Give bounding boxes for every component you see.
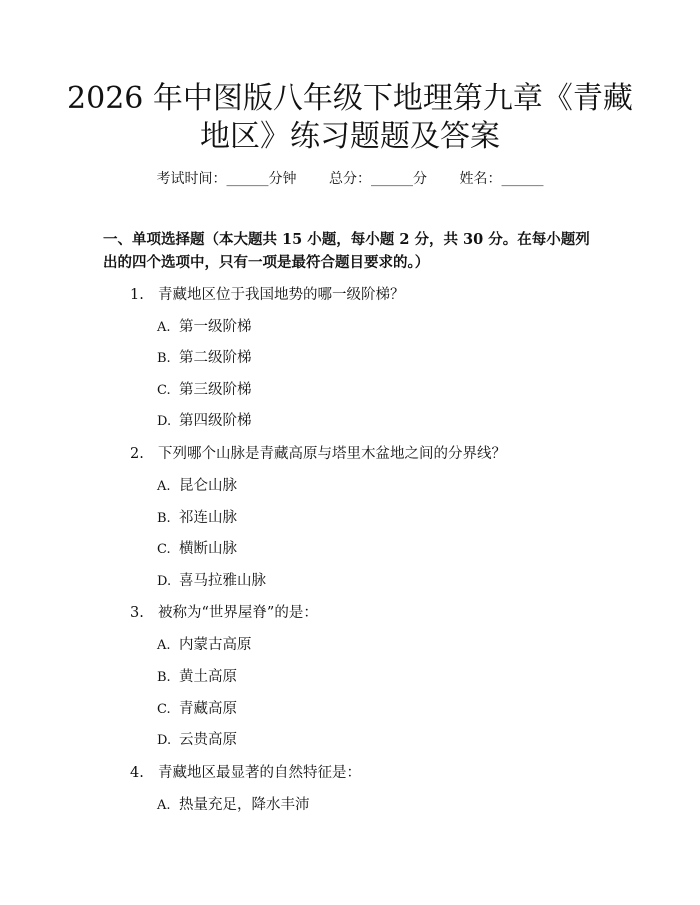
- option-letter: B.: [157, 670, 171, 685]
- option: [157, 409, 252, 430]
- option-letter: A.: [157, 479, 171, 494]
- option-letter: C.: [157, 542, 171, 557]
- exam-time-field: 考试时间：______分钟: [156, 171, 297, 187]
- option: [157, 793, 310, 814]
- document-title: 2026 年中图版八年级下地理第九章《青藏地区》练习题题及答案: [67, 81, 633, 154]
- question-2: [130, 442, 506, 463]
- option: [157, 633, 252, 654]
- option-letter: B.: [157, 511, 171, 526]
- option-text: 昆仑山脉: [179, 478, 237, 494]
- option-letter: D.: [157, 733, 172, 748]
- question-number: 4.: [130, 765, 144, 781]
- total-score-field: 总分：______分: [329, 171, 427, 187]
- option-text: 云贵高原: [179, 732, 237, 748]
- option: [157, 474, 237, 495]
- question-1: [130, 283, 405, 304]
- option-letter: C.: [157, 702, 171, 717]
- option-letter: D.: [157, 574, 172, 589]
- question-3: [130, 601, 318, 622]
- question-text: 被称为“世界屋脊”的是：: [158, 605, 318, 621]
- option: [157, 569, 266, 590]
- option: [157, 315, 252, 336]
- option-text: 祁连山脉: [179, 510, 237, 526]
- option-letter: D.: [157, 414, 172, 429]
- option-letter: A.: [157, 638, 171, 653]
- name-field: 姓名：______: [459, 171, 544, 187]
- option: [157, 728, 237, 749]
- option-text: 内蒙古高原: [179, 637, 252, 653]
- option-letter: C.: [157, 383, 171, 398]
- option-text: 第三级阶梯: [179, 382, 252, 398]
- question-4: [130, 761, 361, 782]
- option-text: 热量充足，降水丰沛: [179, 797, 310, 813]
- option: [157, 378, 252, 399]
- option-text: 第四级阶梯: [179, 413, 252, 429]
- exam-meta: [0, 168, 700, 188]
- question-text: 青藏地区最显著的自然特征是：: [158, 765, 361, 781]
- option-text: 喜马拉雅山脉: [179, 573, 266, 589]
- option: [157, 346, 252, 367]
- option-letter: B.: [157, 351, 171, 366]
- option: [157, 665, 237, 686]
- option: [157, 697, 237, 718]
- section-heading: 一、单项选择题（本大题共 15 小题，每小题 2 分，共 30 分。在每小题列出的四个选项中，只有一项是最符合题目要求的。）: [103, 231, 590, 271]
- question-number: 3.: [130, 605, 144, 621]
- option-text: 第一级阶梯: [179, 319, 252, 335]
- question-number: 2.: [130, 446, 144, 462]
- question-number: 1.: [130, 287, 144, 303]
- option-letter: A.: [157, 320, 171, 335]
- option-letter: A.: [157, 798, 171, 813]
- option: [157, 537, 237, 558]
- question-text: 青藏地区位于我国地势的哪一级阶梯？: [158, 287, 405, 303]
- option-text: 黄土高原: [179, 669, 237, 685]
- option-text: 青藏高原: [179, 701, 237, 717]
- option-text: 第二级阶梯: [179, 350, 252, 366]
- option-text: 横断山脉: [179, 541, 237, 557]
- question-text: 下列哪个山脉是青藏高原与塔里木盆地之间的分界线？: [158, 446, 506, 462]
- option: [157, 506, 237, 527]
